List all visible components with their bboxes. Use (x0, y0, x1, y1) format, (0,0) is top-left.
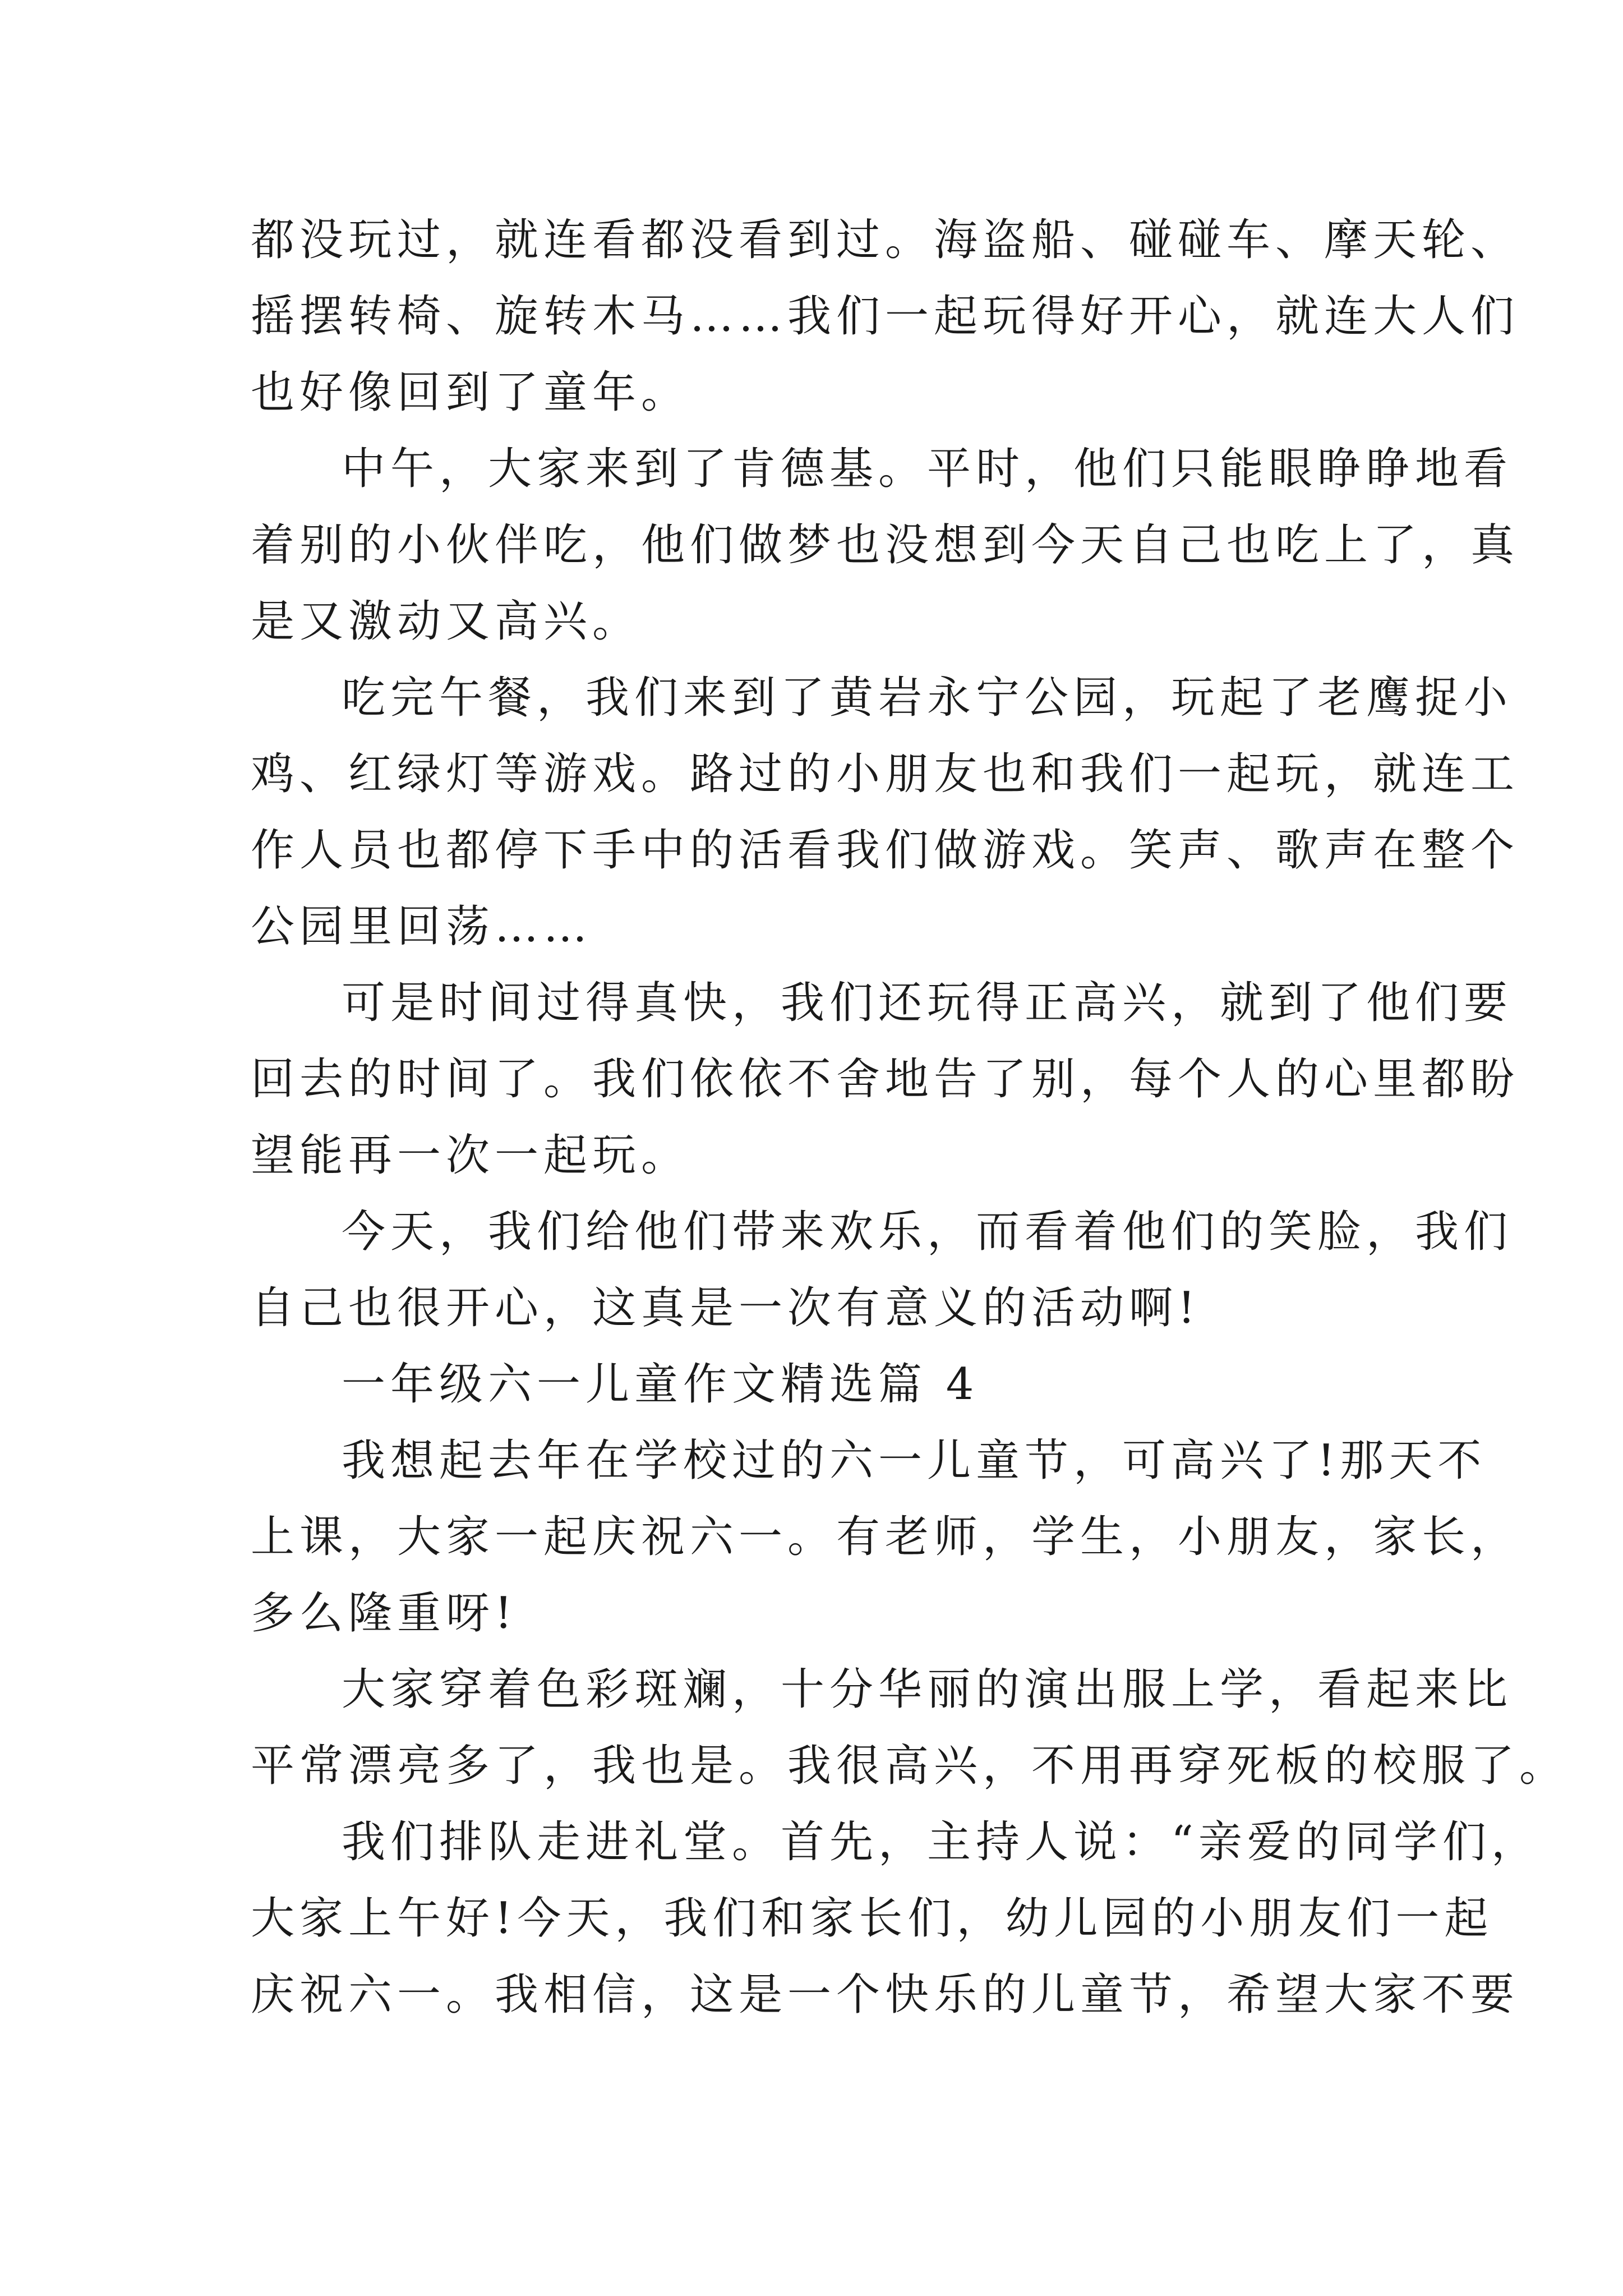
paragraph-first-line: 我们排队走进礼堂。首先，主持人说：“亲爱的同学们， (342, 1817, 1540, 1867)
text-line: 自己也很开心，这真是一次有意义的活动啊! (251, 1283, 1201, 1333)
text-line: 平常漂亮多了，我也是。我很高兴，不用再穿死板的校服了。 (251, 1741, 1569, 1791)
paragraph-first-line: 可是时间过得真快，我们还玩得正高兴，就到了他们要 (342, 978, 1513, 1028)
text-line: 庆祝六一。我相信，这是一个快乐的儿童节，希望大家不要 (251, 1970, 1520, 2020)
paragraph-first-line: 吃完午餐，我们来到了黄岩永宁公园，玩起了老鹰捉小 (342, 673, 1513, 723)
text-line: 作人员也都停下手中的活看我们做游戏。笑声、歌声在整个 (251, 825, 1520, 876)
text-line: 多么隆重呀! (251, 1588, 518, 1639)
text-line: 公园里回荡…… (251, 901, 593, 952)
text-line: 上课，大家一起庆祝六一。有老师，学生，小朋友，家长， (251, 1512, 1520, 1562)
paragraph-first-line: 今天，我们给他们带来欢乐，而看着他们的笑脸，我们 (342, 1207, 1513, 1257)
section-heading: 一年级六一儿童作文精选篇 4 (342, 1359, 979, 1410)
text-line: 都没玩过，就连看都没看到过。海盗船、碰碰车、摩天轮、 (251, 215, 1520, 265)
text-line: 摇摆转椅、旋转木马……我们一起玩得好开心，就连大人们 (251, 291, 1520, 342)
text-line: 鸡、红绿灯等游戏。路过的小朋友也和我们一起玩，就连工 (251, 749, 1520, 799)
text-line: 是又激动又高兴。 (251, 596, 642, 647)
paragraph-first-line: 我想起去年在学校过的六一儿童节，可高兴了!那天不 (342, 1435, 1487, 1486)
text-line: 望能再一次一起玩。 (251, 1130, 690, 1181)
text-line: 着别的小伙伴吃，他们做梦也没想到今天自己也吃上了，真 (251, 520, 1520, 570)
document-body (251, 202, 1569, 2033)
text-line: 回去的时间了。我们依依不舍地告了别，每个人的心里都盼 (251, 1054, 1520, 1105)
text-line: 大家上午好!今天，我们和家长们，幼儿园的小朋友们一起 (251, 1893, 1493, 1944)
text-line: 也好像回到了童年。 (251, 367, 690, 418)
paragraph-first-line: 中午，大家来到了肯德基。平时，他们只能眼睁睁地看 (342, 444, 1513, 494)
paragraph-first-line: 大家穿着色彩斑斓，十分华丽的演出服上学，看起来比 (342, 1664, 1513, 1715)
